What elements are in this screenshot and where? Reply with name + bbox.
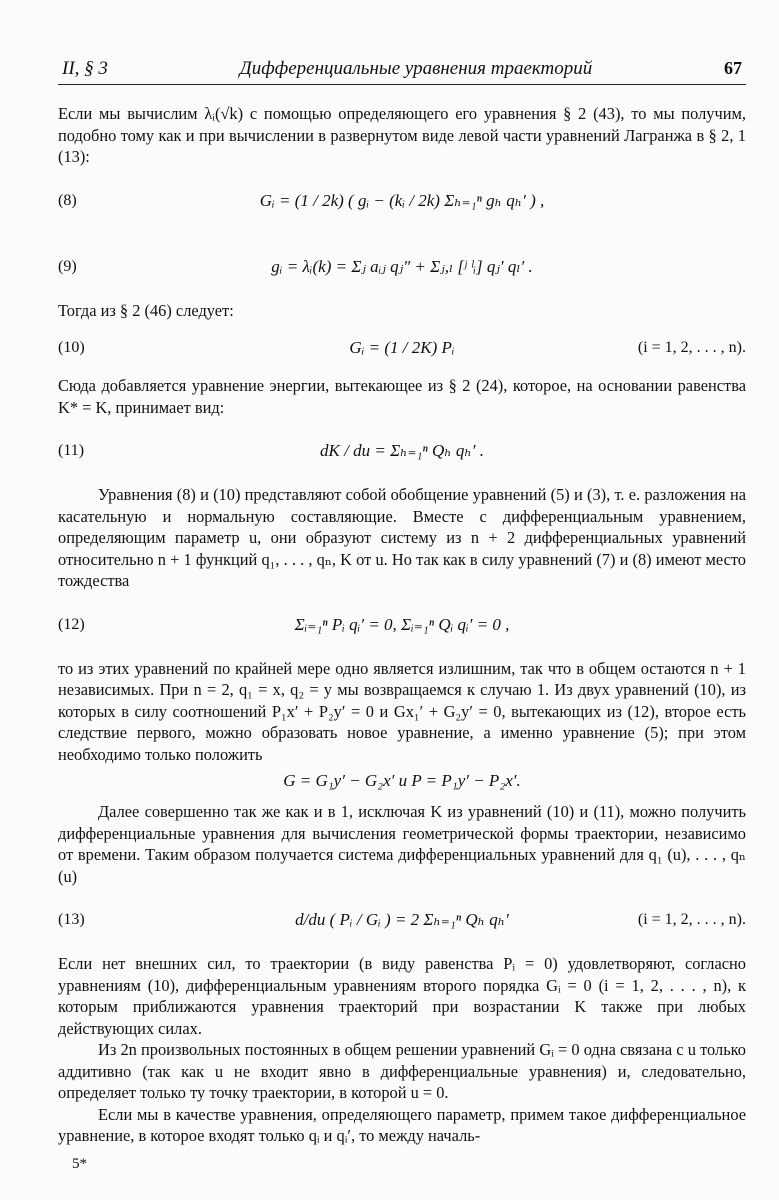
equation-condition: (i = 1, 2, . . . , n). [637,911,746,928]
paragraph: Если мы вычислим λᵢ(√k) с помощью определяющего его уравнения § 2 (43), то мы получим, подобно тому как и при вычислении в развернутом виде левой части уравнений Лагранжа в § 2, 1 (13): [58,104,746,166]
equation-label: (9) [58,257,77,275]
paragraph: Сюда добавляется уравнение энергии, вытекающее из § 2 (24), которое, на основании равенства K* = K, принимает вид: [58,376,746,417]
equation-12 [58,592,746,658]
paragraph: Тогда из § 2 (46) следует: [58,300,234,320]
equation-body: Gᵢ = (1 / 2k) ( gᵢ − (kᵢ / 2k) Σₕ₌₁ⁿ gₕ qₕ′ ) , [259,190,545,210]
equation-g-p: G = G₁y′ − G₂x′ и P = P₁y′ − P₂x′. [283,771,521,790]
equation-body: Gᵢ = (1 / 2K) Pᵢ [349,338,455,357]
equation-11 [58,418,746,484]
equation-body: Σᵢ₌₁ⁿ Pᵢ qᵢ′ = 0, Σᵢ₌₁ⁿ Qᵢ qᵢ′ = 0 , [294,614,510,634]
equation-condition: (i = 1, 2, . . . , n). [637,339,746,356]
page [58,58,746,1147]
paragraph: Уравнения (8) и (10) представляют собой обобщение уравнений (5) и (3), т. е. разложения на касательную и нормальную составляющие. Вместе с дифференциальным уравнением, определяющим параметр u, они образуют систему из n + 2 дифференциальных уравнений относительно n + 1 функций q₁, . . . , qₙ, K от u. Но так как в силу уравнений (7) и (8) имеют место тождества [58,485,746,590]
equation-body: dK / du = Σₕ₌₁ⁿ Qₕ qₕ′ . [320,441,484,460]
equation-9 [58,234,746,300]
equation-body: d/du ( Pᵢ / Gᵢ ) = 2 Σₕ₌₁ⁿ Qₕ qₕ′ [295,910,509,929]
equation-label: (12) [58,615,85,633]
paragraph: Далее совершенно так же как и в 1, исключая K из уравнений (10) и (11), можно получить дифференциальные уравнения для вычисления геометрической формы траектории, независимо от времени. Таким образом получается система дифференциальных уравнений для q₁ (u), . . . , qₙ (u) [58,802,746,886]
equation-body: gᵢ = λᵢ(k) = Σⱼ aᵢⱼ qⱼ″ + Σⱼ,ₗ [ʲ ˡᵢ] qⱼ′ qₗ′ . [271,256,533,276]
page-number: 67 [723,58,742,78]
equation-label: (13) [58,911,85,928]
equation-label: (11) [58,442,85,459]
paragraph: Из 2n произвольных постоянных в общем решении уравнений Gᵢ = 0 одна связана с u только аддитивно (так как u не входит явно в дифференциальные уравнения) и, следовательно, определяет только ту точку траектории, в которой u = 0. [58,1040,746,1102]
equation-13 [58,887,746,953]
page-header-title: Дифференциальные уравнения траекторий [239,58,593,79]
equation-label: (8) [58,191,77,209]
equation-10 [58,321,746,375]
section-ref: II, § 3 [62,58,108,79]
running-header [58,58,746,85]
equation-8 [58,168,746,234]
paragraph: то из этих уравнений по крайней мере одно является излишним, так что в общем остаются n + 1 независимых. При n = 2, q₁ = x, q₂ = y мы возвращаемся к случаю 1. Из двух уравнений (10), из которых в силу соотношений P₁x′ + P₂y′ = 0 и Gx₁′ + G₂y′ = 0, вытекающих из (12), второе есть следствие первого, можно образовать новое уравнение, а именно уравнение (5); при этом необходимо только положить [58,658,746,764]
equation-label: (10) [58,339,85,356]
paragraph: Если мы в качестве уравнения, определяющего параметр, примем такое дифференциальное уравнение, в которое входят только qᵢ и qᵢ′, то между началь- [58,1104,746,1145]
signature-mark: 5* [72,1156,87,1172]
paragraph: Если нет внешних сил, то траектории (в виду равенства Pᵢ = 0) удовлетворяют, согласно уравнениям (10), дифференциальным уравнениям второго порядка Gᵢ = 0 (i = 1, 2, . . . , n), к которым приближаются уравнения траекторий при возрастании K также при любых действующих силах. [58,954,746,1038]
